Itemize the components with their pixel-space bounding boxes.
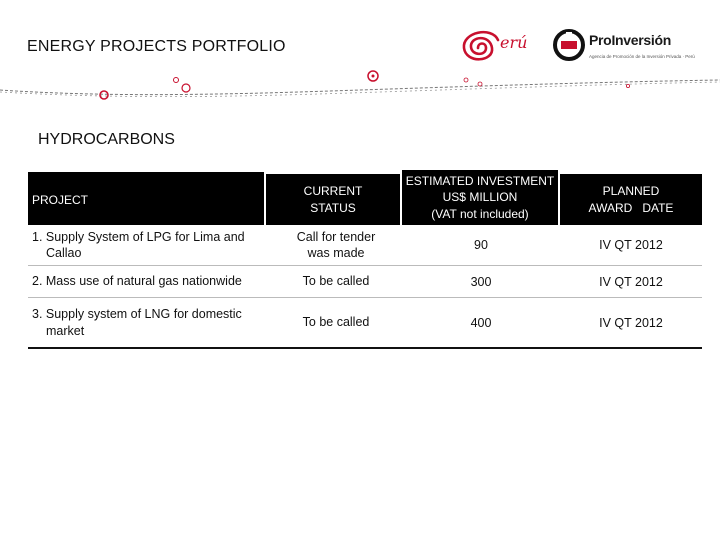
award-date-cell: IV QT 2012 <box>599 315 663 330</box>
status-cell: To be called <box>302 274 370 289</box>
investment-cell: 400 <box>470 315 492 330</box>
project-cell: 1. Supply System of LPG for Lima and Callao <box>32 229 245 260</box>
table-header-row <box>28 172 702 225</box>
table-row <box>28 266 702 298</box>
proinversion-emblem-icon <box>552 28 586 62</box>
section-title: HYDROCARBONS <box>38 131 175 148</box>
header-planned-award-date: PLANNED AWARD DATE <box>560 174 702 225</box>
header-project: PROJECT <box>28 172 264 225</box>
proinversion-name: ProInversión <box>589 32 671 48</box>
slide-title: ENERGY PROJECTS PORTFOLIO <box>27 38 286 55</box>
project-cell: 2. Mass use of natural gas nationwide <box>32 274 242 289</box>
status-cell: To be called <box>302 315 370 330</box>
table-row <box>28 225 702 266</box>
svg-text:erú: erú <box>500 33 528 52</box>
header-current-status: CURRENT STATUS <box>266 174 400 225</box>
marca-peru-logo <box>456 24 544 70</box>
award-date-cell: IV QT 2012 <box>599 238 663 252</box>
header-estimated-investment: ESTIMATED INVESTMENT US$ MILLION (VAT not included) <box>402 170 558 225</box>
projects-table <box>28 172 702 349</box>
proinversion-logo <box>552 28 712 66</box>
table-row <box>28 298 702 349</box>
award-date-cell: IV QT 2012 <box>599 274 663 289</box>
investment-cell: 300 <box>470 274 492 289</box>
marca-peru-spiral-icon <box>456 24 544 70</box>
status-cell: Call for tender was made <box>296 229 376 260</box>
proinversion-tagline: Agencia de Promoción de la Inversión Privada · Perú <box>589 54 695 59</box>
project-cell: 3. Supply system of LNG for domestic market <box>32 307 242 338</box>
investment-cell: 90 <box>474 238 488 252</box>
